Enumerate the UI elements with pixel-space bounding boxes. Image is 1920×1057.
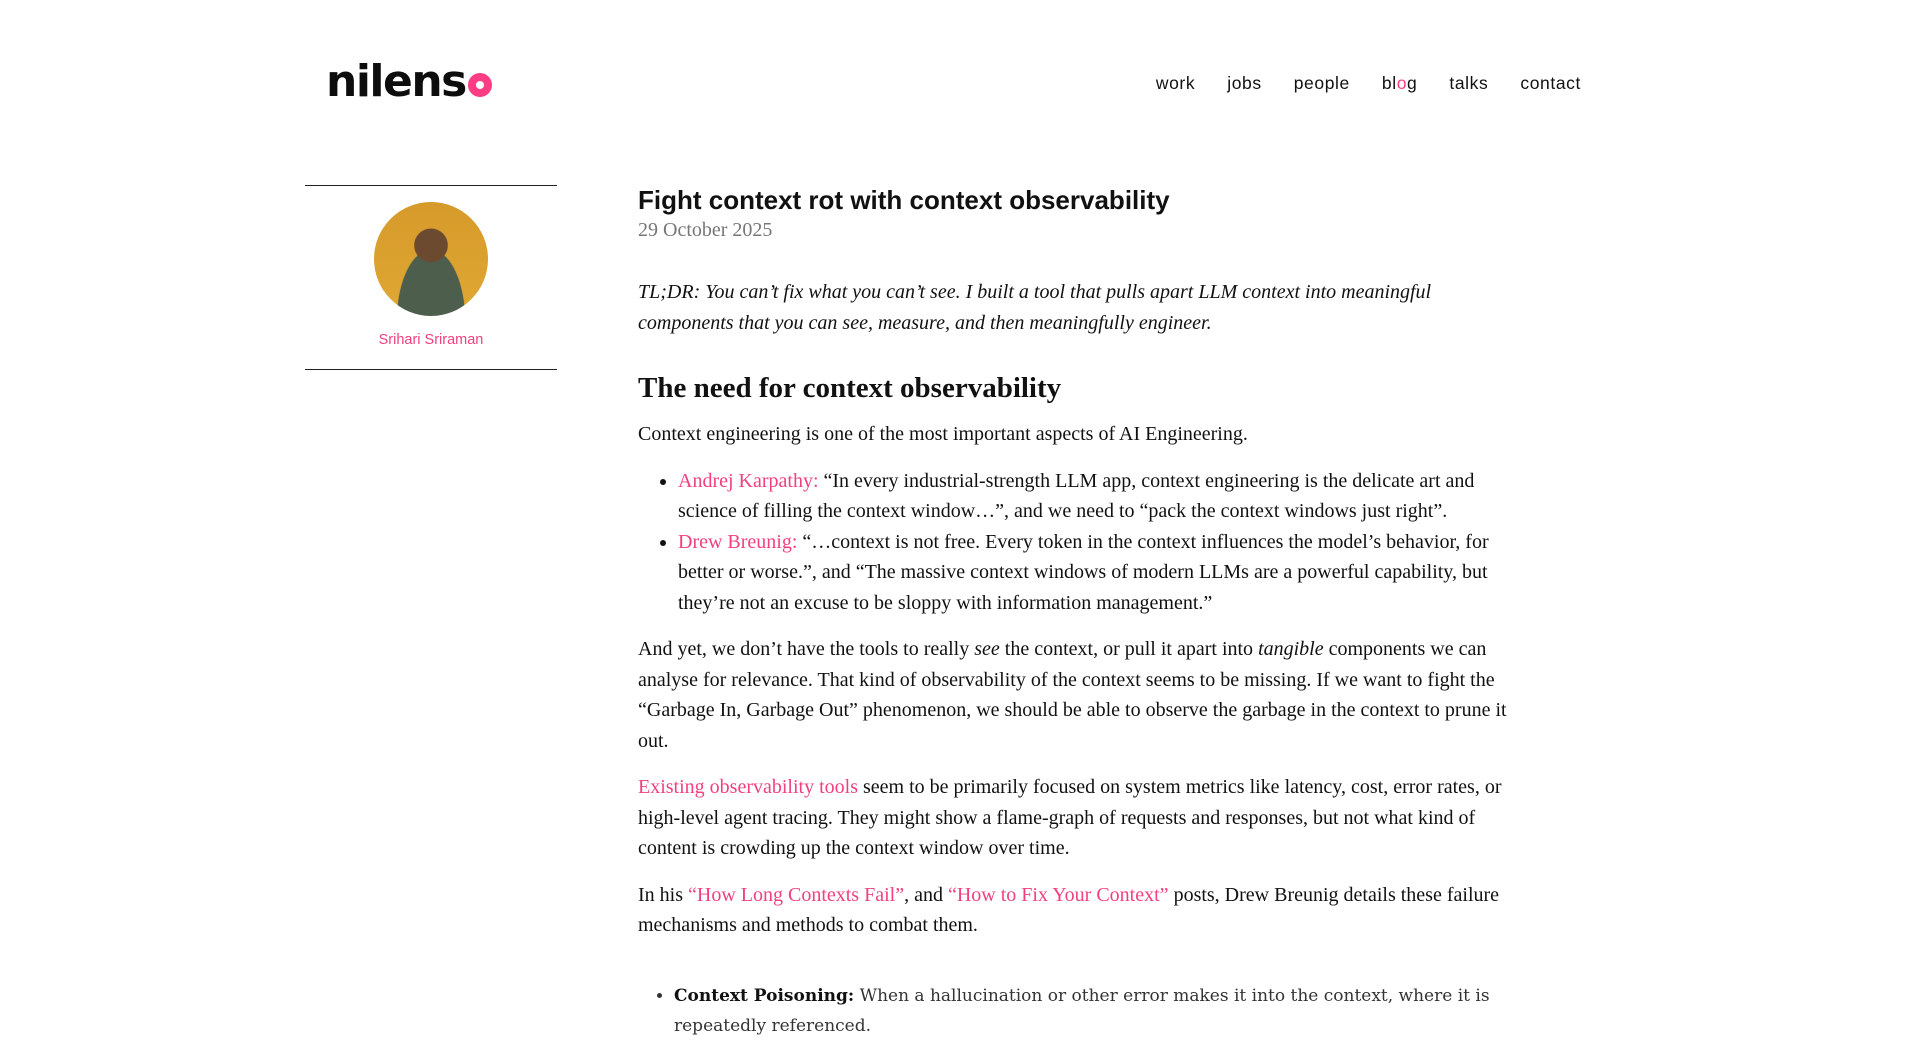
paragraph — [638, 634, 1528, 756]
post-date: 29 October 2025 — [638, 219, 773, 241]
text: posts, Drew Breunig details these failure mechanisms and methods to combat them. — [638, 883, 1500, 936]
text: the context, or pull it apart into — [999, 638, 1259, 660]
main-nav — [1156, 73, 1581, 94]
long-contexts-fail-link[interactable]: “How Long Contexts Fail” — [688, 883, 905, 906]
text: In his — [638, 883, 688, 906]
paragraph — [638, 772, 1528, 864]
emphasis: tangible — [1258, 638, 1324, 660]
breunig-link[interactable]: Drew Breunig: — [678, 530, 798, 553]
text: And yet, we don’t have the tools to really — [638, 638, 975, 660]
nav-contact[interactable]: contact — [1520, 73, 1581, 93]
paragraph: Context engineering is one of the most important aspects of AI Engineering. — [638, 423, 1248, 445]
nilenso-logo[interactable] — [326, 56, 492, 107]
nav-blog-part: g — [1407, 73, 1418, 93]
post-content — [638, 183, 1528, 1057]
nav-work[interactable]: work — [1155, 73, 1196, 93]
term: Context Poisoning: — [674, 985, 855, 1006]
quote-text: “In every industrial-strength LLM app, context engineering is the delicate art and science of filling the context window…”, and we need to “pack the context windows just right”. — [678, 469, 1475, 522]
failure-list — [638, 981, 1528, 1041]
logo-accent-o — [468, 73, 492, 97]
author-avatar — [374, 202, 488, 316]
definition: When a hallucination or other error makes it into the context, where it is repeatedly referenced. — [674, 985, 1490, 1036]
list-item — [678, 527, 1528, 619]
logo-text: nilens — [326, 56, 466, 107]
observability-tools-link[interactable]: Existing observability tools — [638, 776, 858, 798]
karpathy-link[interactable]: Andrej Karpathy: — [678, 469, 819, 492]
text: , and — [904, 883, 948, 906]
fix-your-context-link[interactable]: “How to Fix Your Context” — [947, 883, 1169, 906]
list-item — [674, 981, 1528, 1041]
text: components we can analyse for relevance. That kind of observability of the context seems to be missing. If we want to fight the “Garbage In, Garbage Out” phenomenon, we should be able to observe the garbage in the context to prune it out. — [638, 638, 1507, 752]
quote-list — [638, 466, 1528, 619]
tldr: TL;DR: You can’t fix what you can’t see. I built a tool that pulls apart LLM context into meaningful components that you can see, measure, and then meaningfully engineer. — [638, 281, 1432, 334]
section-heading: The need for context observability — [638, 372, 1062, 404]
emphasis: see — [974, 638, 1000, 660]
text: seem to be primarily focused on system metrics like latency, cost, error rates, or high-level agent tracing. They might show a flame-graph of requests and responses, but not what kind of content is crowding up the context window over time. — [638, 776, 1502, 859]
author-sidebar — [305, 185, 557, 370]
post-title: Fight context rot with context observability — [638, 185, 1170, 215]
list-item — [678, 466, 1528, 527]
author-name[interactable]: Srihari Sriraman — [378, 332, 484, 348]
nav-blog-part: bl — [1381, 73, 1397, 93]
nav-people[interactable]: people — [1293, 73, 1350, 93]
nav-jobs[interactable]: jobs — [1227, 73, 1262, 93]
nav-talks[interactable]: talks — [1449, 73, 1489, 93]
quote-text: “…context is not free. Every token in the context influences the model’s behavior, for better or worse.”, and “The massive context windows of modern LLMs are a powerful capability, but they’re not an excuse to be sloppy with information management.” — [678, 530, 1489, 614]
nav-blog[interactable] — [1382, 73, 1418, 94]
nav-blog-accent: o — [1396, 73, 1408, 93]
paragraph — [638, 880, 1528, 941]
